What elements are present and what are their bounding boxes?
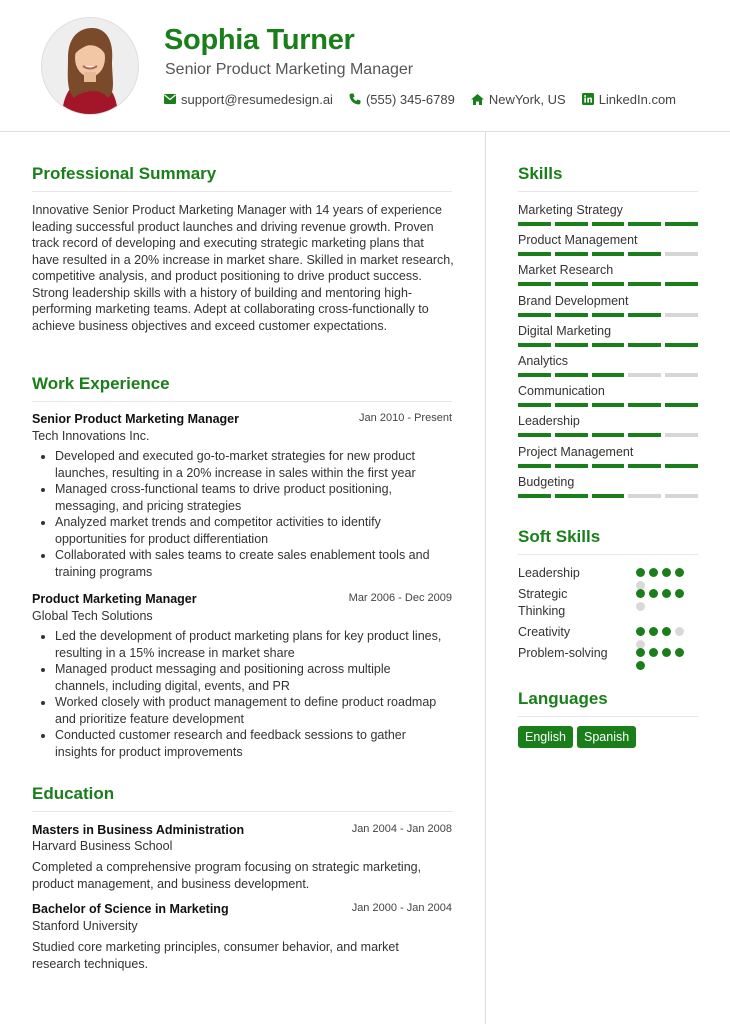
contact-phone-text: (555) 345-6789 [365,91,455,107]
languages-heading: Languages [518,689,608,708]
job-date: Mar 2006 - Dec 2009 [348,592,452,604]
skills-rule [518,191,698,192]
soft-skill-name: Leadership [518,566,580,580]
skill-level-segment [555,343,588,347]
job-date: Jan 2010 - Present [359,412,452,424]
skill-level-segment [628,282,661,286]
phone-icon [349,93,361,105]
skill-level-segment [592,282,625,286]
summary-line: competitive analysis, and product positioning to drive product success. [32,269,422,283]
job-company: Global Tech Solutions [32,609,153,623]
soft-skill-name: Creativity [518,625,571,639]
skill-level-segment [518,252,551,256]
skill-name: Brand Development [518,294,629,308]
degree-title: Bachelor of Science in Marketing [32,902,229,916]
job-bullets [32,448,485,580]
rating-dot [636,589,645,598]
rating-dot [662,648,671,657]
skill-level-segment [555,373,588,377]
experience-rule [32,401,452,402]
languages-rule [518,716,698,717]
contact-location-text: NewYork, US [488,91,566,107]
rating-dot [662,627,671,636]
job-title: Product Marketing Manager [32,592,197,606]
candidate-name: Sophia Turner [164,24,355,56]
summary-rule [32,191,452,192]
skill-level-segment [665,403,698,407]
rating-dot [636,568,645,577]
contact-row [164,90,692,108]
rating-dot [636,627,645,636]
skill-name: Marketing Strategy [518,203,623,217]
skill-level-bar [518,343,698,347]
degree-description [32,939,462,972]
skill-level-segment [555,313,588,317]
skill-level-segment [628,433,661,437]
skill-level-segment [592,252,625,256]
contact-email-text: support@resumedesign.ai [181,91,333,107]
skill-level-segment [665,252,698,256]
job-company: Tech Innovations Inc. [32,429,150,443]
language-badge: Spanish [577,726,636,748]
skill-level-segment [628,343,661,347]
rating-dot [636,602,645,611]
skill-level-bar [518,252,698,256]
skill-name: Digital Marketing [518,324,612,338]
contact-linkedin-text: LinkedIn.com [598,91,677,107]
list-item: • Managed cross-functional teams to drive product positioning, messaging, and pricing strategies [55,481,485,514]
education-rule [32,811,452,812]
school-name: Stanford University [32,919,138,933]
skill-level-segment [592,343,625,347]
job-bullets [32,628,485,760]
rating-dot [649,589,658,598]
skill-level-segment [518,222,551,226]
skill-level-segment [628,403,661,407]
experience-heading: Work Experience [32,374,170,393]
linkedin-icon [582,93,594,105]
skill-level-segment [665,313,698,317]
skill-level-bar [518,373,698,377]
summary-line: have resulted in a 20% increase in market share. Skilled in market research, [32,252,454,267]
degree-description [32,859,462,892]
skill-level-segment [592,373,625,377]
contact-email[interactable] [164,92,333,107]
skill-level-segment [518,433,551,437]
skill-level-segment [592,403,625,407]
list-item: • Analyzed market trends and competitor activities to identify opportunities for product differentiation [55,514,485,547]
degree-date: Jan 2000 - Jan 2004 [351,902,452,914]
skill-level-segment [592,433,625,437]
degree-line: product management, and business development. [32,876,310,891]
skill-level-bar [518,464,698,468]
degree-line: Completed a comprehensive program focusing on strategic marketing, [32,860,422,874]
degree-title: Masters in Business Administration [32,823,245,837]
skill-level-segment [518,373,551,377]
skill-name: Budgeting [518,475,575,489]
soft-skill-rating [636,568,688,590]
soft-skill-rating [636,589,688,611]
list-item: • Developed and executed go-to-market strategies for new product launches, resulting in a 20% increase in sales within the first year [55,448,485,481]
skill-name: Project Management [518,445,634,459]
skill-level-segment [665,373,698,377]
rating-dot [675,568,684,577]
rating-dot [675,589,684,598]
skill-level-segment [592,494,625,498]
degree-date: Jan 2004 - Jan 2008 [351,823,452,835]
skill-name: Analytics [518,354,569,368]
rating-dot [662,589,671,598]
soft-skills-heading: Soft Skills [518,527,601,546]
education-heading: Education [32,784,115,803]
skills-heading: Skills [518,164,563,183]
skill-level-segment [628,494,661,498]
list-item: • Collaborated with sales teams to create sales enablement tools and training programs [55,547,485,580]
summary-line: leading successful product launches and driving revenue growth. Proven [32,219,434,234]
skill-level-segment [628,222,661,226]
skill-level-segment [665,282,698,286]
skill-level-segment [555,252,588,256]
list-item: • Worked closely with product management to define product roadmap and prioritize feature development [55,694,485,727]
degree-line: Studied core marketing principles, consumer behavior, and market [32,940,399,954]
skill-level-segment [518,494,551,498]
list-item: • Managed product messaging and positioning across multiple channels, including digital, events, and PR [55,661,485,694]
skill-level-segment [555,464,588,468]
school-name: Harvard Business School [32,839,173,853]
summary-line: Innovative Senior Product Marketing Manager with 14 years of experience [32,203,442,217]
skill-level-segment [592,313,625,317]
list-item: • Led the development of product marketing plans for key product lines, resulting in a 15% increase in market share [55,628,485,661]
skill-level-segment [592,222,625,226]
skill-level-segment [518,403,551,407]
resume-header [0,0,730,131]
skill-name: Communication [518,384,605,398]
rating-dot [649,648,658,657]
contact-phone[interactable] [349,92,455,107]
rating-dot [636,661,645,670]
skill-level-segment [628,252,661,256]
skill-level-segment [628,464,661,468]
skill-level-bar [518,494,698,498]
contact-location [471,92,566,107]
rating-dot [636,648,645,657]
summary-line: performing marketing teams. Adept at collaborating cross-functionally to [32,302,429,316]
summary-text [32,202,462,334]
skill-level-segment [518,343,551,347]
skill-level-segment [555,494,588,498]
soft-skills-rule [518,554,698,555]
skill-level-segment [628,313,661,317]
skill-level-segment [665,343,698,347]
skill-level-bar [518,313,698,317]
skill-name: Market Research [518,263,614,277]
skill-name: Leadership [518,414,580,428]
rating-dot [662,568,671,577]
skill-level-segment [518,464,551,468]
home-icon [471,94,484,105]
profile-photo [41,17,139,115]
skill-level-segment [518,313,551,317]
summary-line: Strong leadership skills with a history of building and mentoring high- [32,285,413,300]
rating-dot [649,568,658,577]
summary-line: achieve business objectives and exceed customer expectations. [32,318,388,333]
soft-skill-rating [636,627,688,649]
skill-level-segment [555,403,588,407]
header-divider [0,131,730,132]
envelope-icon [164,94,176,104]
rating-dot [649,627,658,636]
skill-level-segment [628,373,661,377]
job-title: Senior Product Marketing Manager [32,412,239,426]
skill-level-segment [665,222,698,226]
contact-linkedin[interactable] [582,92,676,107]
skill-level-segment [555,433,588,437]
soft-skill-name: Problem-solving [518,646,608,660]
candidate-title: Senior Product Marketing Manager [165,61,414,78]
column-divider [485,132,486,1024]
list-item: • Conducted customer research and feedback sessions to gather insights for product improvements [55,727,485,760]
skill-level-bar [518,222,698,226]
soft-skill-rating [636,648,688,670]
skill-level-segment [518,282,551,286]
skill-level-segment [665,494,698,498]
skill-level-segment [555,222,588,226]
rating-dot [675,627,684,636]
skill-level-segment [555,282,588,286]
soft-skill-name: Strategic Thinking [518,587,568,618]
skill-level-bar [518,403,698,407]
summary-heading: Professional Summary [32,164,217,183]
skill-level-segment [665,464,698,468]
skill-level-segment [592,464,625,468]
language-badge: English [518,726,573,748]
skill-level-segment [665,433,698,437]
summary-line: track record of developing and executing strategic marketing plans that [32,236,424,250]
rating-dot [675,648,684,657]
skill-level-bar [518,433,698,437]
skill-name: Product Management [518,233,638,247]
skill-level-bar [518,282,698,286]
degree-line: research techniques. [32,956,149,971]
